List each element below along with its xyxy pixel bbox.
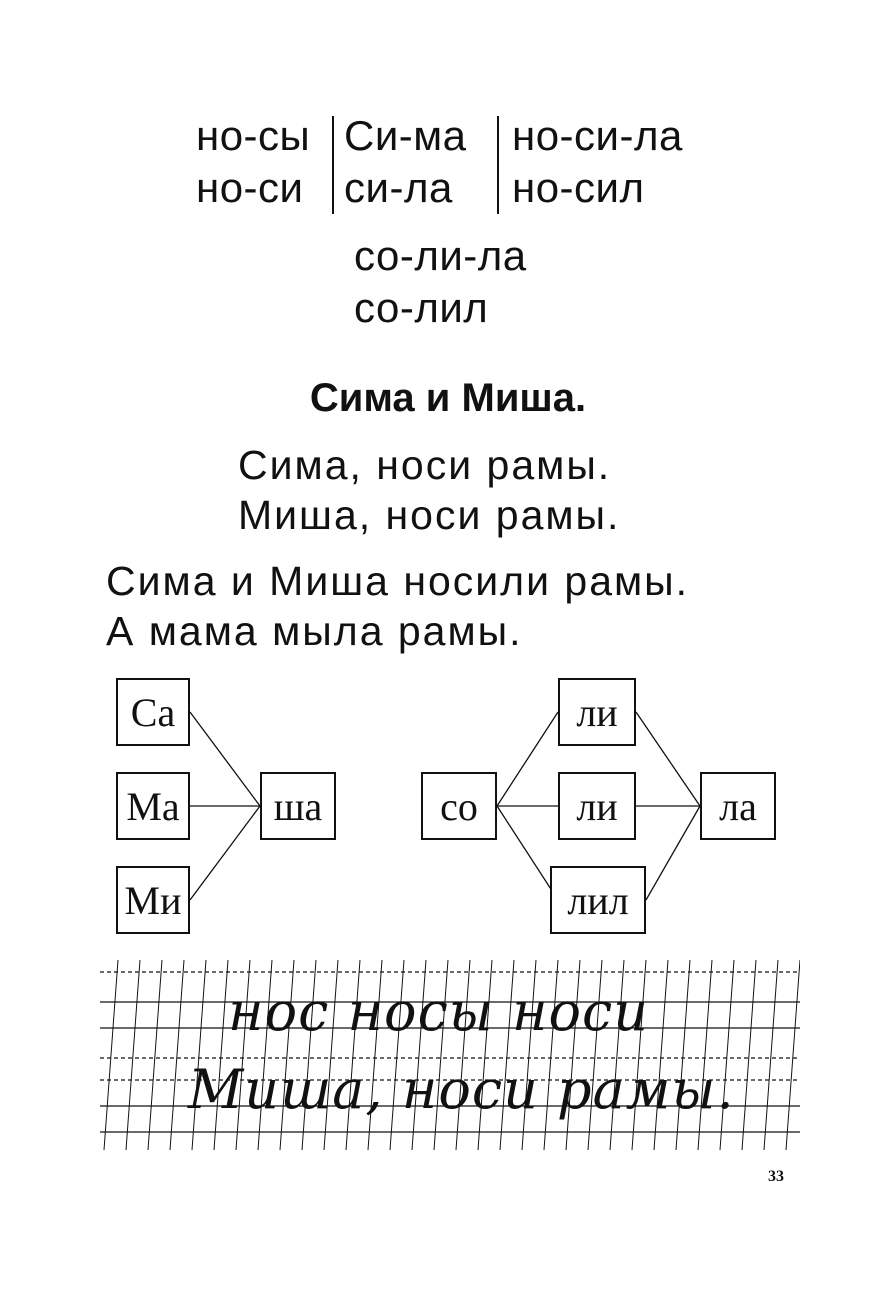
syllable-col3-row1: но-си-ла bbox=[512, 112, 683, 159]
syllable-box: Са bbox=[116, 678, 190, 746]
syllable-col2-row2: си-ла bbox=[344, 164, 453, 211]
handwriting-line: Миша, носи рамы. bbox=[188, 1058, 735, 1121]
syllable-box: Ми bbox=[116, 866, 190, 934]
story-line: А мама мыла рамы. bbox=[106, 608, 523, 654]
connector-line bbox=[636, 712, 700, 806]
connector-line bbox=[497, 712, 558, 806]
syllable-col3-row2: но-сил bbox=[512, 164, 645, 211]
connector-line bbox=[497, 806, 558, 900]
syllable-col1-row1: но-сы bbox=[196, 112, 311, 159]
story-line: Сима, носи рамы. bbox=[238, 442, 612, 488]
connector-line bbox=[190, 806, 260, 900]
syllable-box-end: ла bbox=[700, 772, 776, 840]
connector-line bbox=[646, 806, 700, 900]
syllable-center-row2: со-лил bbox=[354, 284, 489, 331]
story-line: Сима и Миша носили рамы. bbox=[106, 558, 690, 604]
syllable-box: ли bbox=[558, 678, 636, 746]
syllable-box-start: со bbox=[421, 772, 497, 840]
connector-line bbox=[190, 712, 260, 806]
story-line: Миша, носи рамы. bbox=[238, 492, 621, 538]
syllable-box-target: ша bbox=[260, 772, 336, 840]
syllable-box: лил bbox=[550, 866, 646, 934]
syllable-box: ли bbox=[558, 772, 636, 840]
syllable-center-row1: со-ли-ла bbox=[354, 232, 527, 279]
page-number: 33 bbox=[768, 1168, 784, 1185]
syllable-col2-row1: Си-ма bbox=[344, 112, 467, 159]
handwriting-line: нос носы носи bbox=[228, 980, 650, 1043]
syllable-col1-row2: но-си bbox=[196, 164, 304, 211]
syllable-box: Ма bbox=[116, 772, 190, 840]
story-title: Сима и Миша. bbox=[309, 376, 587, 420]
